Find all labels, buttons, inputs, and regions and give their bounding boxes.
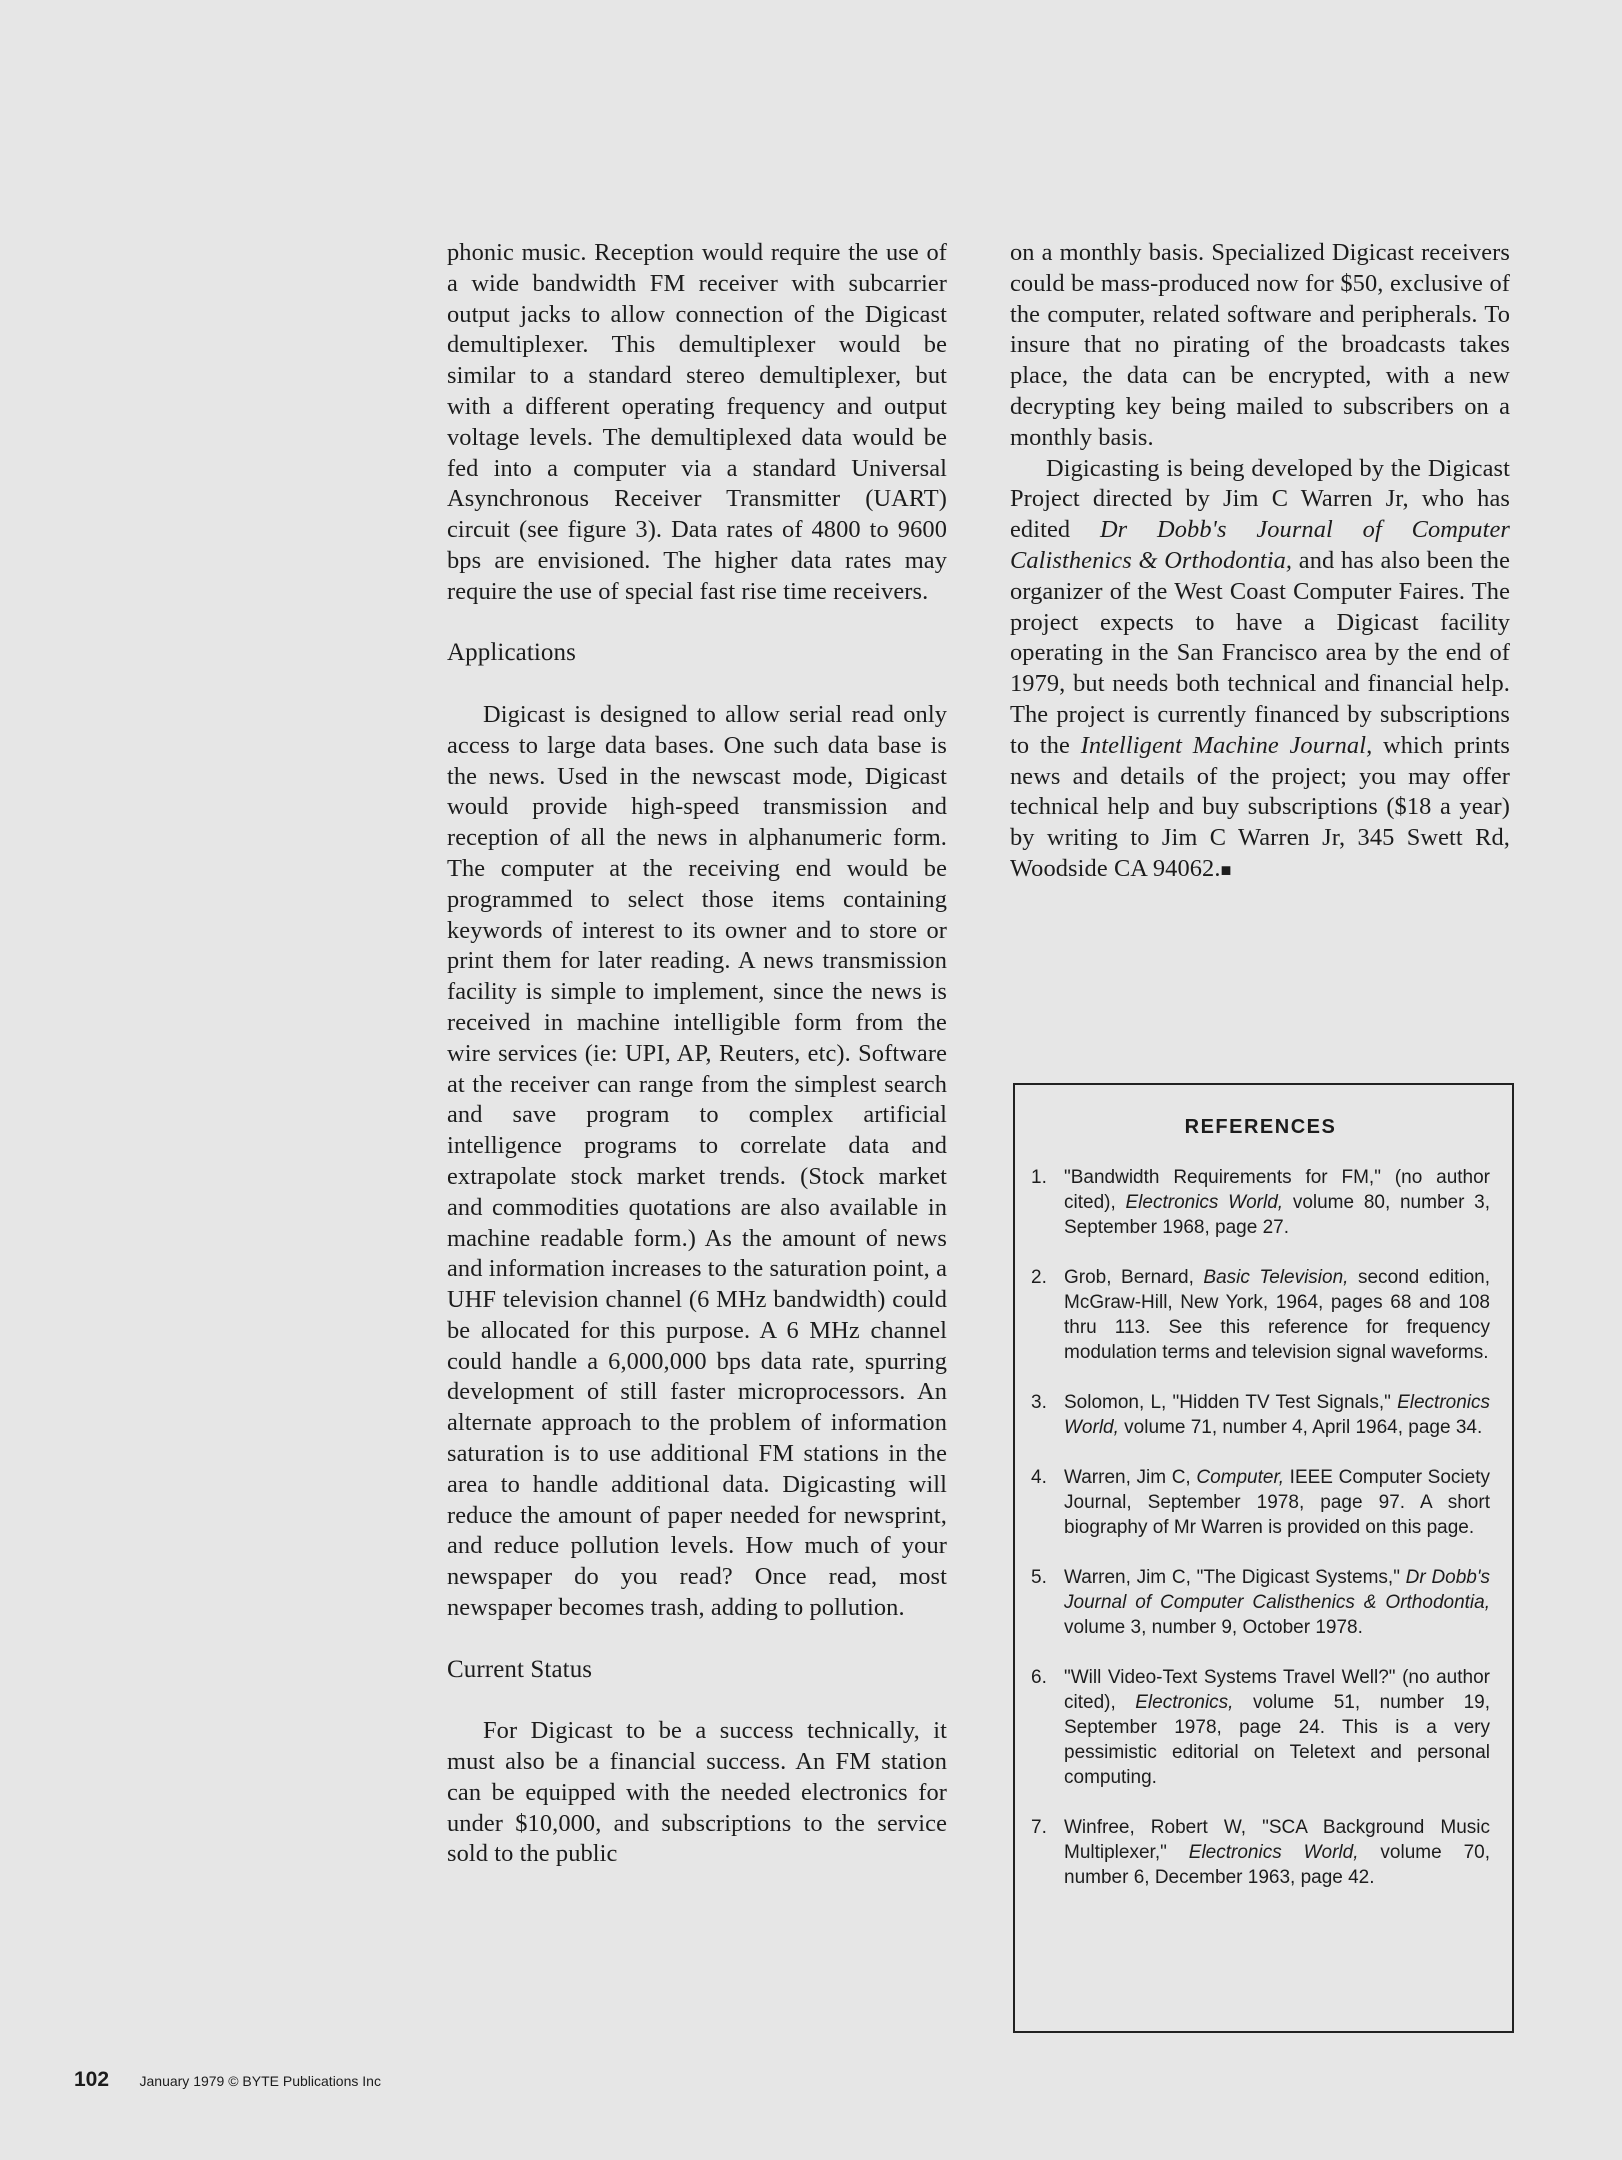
article-column-left [447, 238, 947, 1870]
reference-text [1064, 1165, 1490, 1240]
paragraph-current-status: For Digicast to be a success technically, it must also be a financial success. An FM station can be equipped with the needed electronics for under $10,000, and subscriptions to the service sold to the public [447, 1717, 947, 1868]
reference-text-run: Warren, Jim C, "The Digicast Systems," [1064, 1567, 1406, 1588]
text-run: and has also been the organizer of the West Coast Computer Faires. The project expects to have a Digicast facility operating in the San Francisco area by the end of 1979, but needs both technical and financial help. The project is currently financed by subscriptions to the [1010, 546, 1510, 759]
references-box [1013, 1083, 1514, 2033]
reference-text-run: volume 70, number 6, December 1963, page 42. [1064, 1842, 1490, 1888]
reference-text [1064, 1665, 1490, 1790]
reference-item [1031, 1390, 1490, 1440]
references-title: REFERENCES [1184, 1116, 1337, 1138]
reference-text [1064, 1815, 1490, 1890]
reference-source-title: Electronics, [1135, 1692, 1234, 1713]
reference-item [1031, 1465, 1490, 1540]
reference-item [1031, 1265, 1490, 1365]
reference-number: 5. [1031, 1567, 1047, 1588]
reference-source-title: Basic Television, [1203, 1267, 1349, 1288]
paragraph-reception: phonic music. Reception would require the use of a wide bandwidth FM receiver with subcarrier output jacks to allow connection of the Digicast demultiplexer. This demultiplexer would be similar to a standard stereo demultiplexer, but with a different operating frequency and output voltage levels. The demultiplexed data would be fed into a computer via a standard Universal Asynchronous Receiver Transmitter (UART) circuit (see figure 3). Data rates of 4800 to 9600 bps are envisioned. The higher data rates may require the use of special fast rise time receivers. [447, 239, 947, 605]
heading-applications: Applications [447, 639, 576, 667]
reference-source-title: Electronics World, [1188, 1842, 1359, 1863]
reference-text-run: volume 3, number 9, October 1978. [1064, 1617, 1363, 1638]
footer-credit: January 1979 © BYTE Publications Inc [139, 2073, 381, 2089]
reference-source-title: Computer, [1196, 1467, 1285, 1488]
text-run: Digicasting is being developed by the Digicast Project directed by Jim C Warren Jr, who has edited [1010, 454, 1510, 544]
reference-text [1064, 1465, 1490, 1540]
reference-item [1031, 1165, 1490, 1240]
reference-item [1031, 1665, 1490, 1790]
reference-number: 6. [1031, 1667, 1047, 1688]
reference-number: 3. [1031, 1392, 1047, 1413]
reference-text [1064, 1265, 1490, 1365]
paragraph-digicast-project [1010, 454, 1510, 886]
paragraph-applications: Digicast is designed to allow serial read only access to large data bases. One such data base is the news. Used in the newscast mode, Digicast would provide high-speed transmission and reception of all the news in alphanumeric form. The computer at the receiving end would be programmed to select those items containing keywords of interest to its owner and to store or print them for later reading. A news transmission facility is simple to implement, since the news is received in machine intelligible form from the wire services (ie: UPI, AP, Reuters, etc). Software at the receiver can range from the simplest search and save program to complex artificial intelligence programs to correlate data and extrapolate stock market trends. (Stock market and commodities quotations are also available in machine readable form.) As the amount of news and information increases to the saturation point, a UHF television channel (6 MHz bandwidth) could be allocated for this purpose. A 6 MHz channel could handle a 6,000,000 bps data rate, spurring development of still faster microprocessors. An alternate approach to the problem of information saturation is to use additional FM stations in the area to handle additional data. Digicasting will reduce the amount of paper needed for newsprint, and reduce pollution levels. How much of your newspaper do you read? Once read, most newspaper becomes trash, adding to pollution. [447, 700, 947, 1622]
reference-text-run: IEEE Computer Society Journal, September 1978, page 97. A short biography of Mr Warren is provided on this page. [1064, 1467, 1490, 1538]
reference-text [1064, 1390, 1490, 1440]
reference-source-title: Electronics World, [1064, 1392, 1490, 1438]
paragraph-monthly-basis: on a monthly basis. Specialized Digicast receivers could be mass-produced now for $50, exclusive of the computer, related software and peripherals. To insure that no pirating of the broadcasts takes place, the data can be encrypted, with a new decrypting key being mailed to subscribers on a monthly basis. [1010, 239, 1510, 451]
reference-text-run: volume 71, number 4, April 1964, page 34. [1118, 1417, 1483, 1438]
reference-text [1064, 1565, 1490, 1640]
reference-text-run: Solomon, L, "Hidden TV Test Signals," [1064, 1392, 1398, 1413]
page-number: 102 [74, 2068, 110, 2091]
reference-source-title: Electronics World, [1125, 1192, 1284, 1213]
end-mark-icon: ■ [1220, 859, 1232, 880]
article-column-right [1010, 238, 1510, 886]
reference-text-run: Warren, Jim C, [1064, 1467, 1197, 1488]
heading-current-status: Current Status [447, 1655, 593, 1683]
reference-number: 4. [1031, 1467, 1047, 1488]
reference-text-run: Grob, Bernard, [1064, 1267, 1204, 1288]
reference-number: 2. [1031, 1267, 1047, 1288]
reference-text-run: volume 80, number 3, September 1968, page 27. [1064, 1192, 1490, 1238]
page-footer [74, 2068, 381, 2092]
reference-text-run: second edition, McGraw-Hill, New York, 1964, pages 68 and 108 thru 113. See this reference for frequency modulation terms and television signal waveforms. [1064, 1267, 1491, 1363]
text-run: which prints news and details of the project; you may offer technical help and buy subscriptions ($18 a year) by writing to Jim C Warren Jr, 345 Swett Rd, Woodside CA 94062. [1010, 731, 1510, 882]
journal-title-dr-dobbs: Dr Dobb's Journal of Computer Calisthenics & Orthodontia, [1010, 516, 1510, 574]
reference-text-run: "Bandwidth Requirements for FM," (no author cited), [1064, 1167, 1490, 1213]
reference-item [1031, 1565, 1490, 1640]
reference-text-run: Winfree, Robert W, "SCA Background Music Multiplexer," [1064, 1817, 1490, 1863]
reference-item [1031, 1815, 1490, 1890]
reference-number: 1. [1031, 1167, 1047, 1188]
reference-number: 7. [1031, 1817, 1047, 1838]
references-list [1031, 1165, 1490, 1890]
journal-title-intelligent-machine: Intelligent Machine Journal, [1080, 731, 1373, 759]
reference-source-title: Dr Dobb's Journal of Computer Calisthenics & Orthodontia, [1064, 1567, 1490, 1613]
reference-text-run: "Will Video-Text Systems Travel Well?" (no author cited), [1064, 1667, 1490, 1713]
reference-text-run: volume 51, number 19, September 1978, page 24. This is a very pessimistic editorial on Teletext and personal computing. [1064, 1692, 1490, 1788]
